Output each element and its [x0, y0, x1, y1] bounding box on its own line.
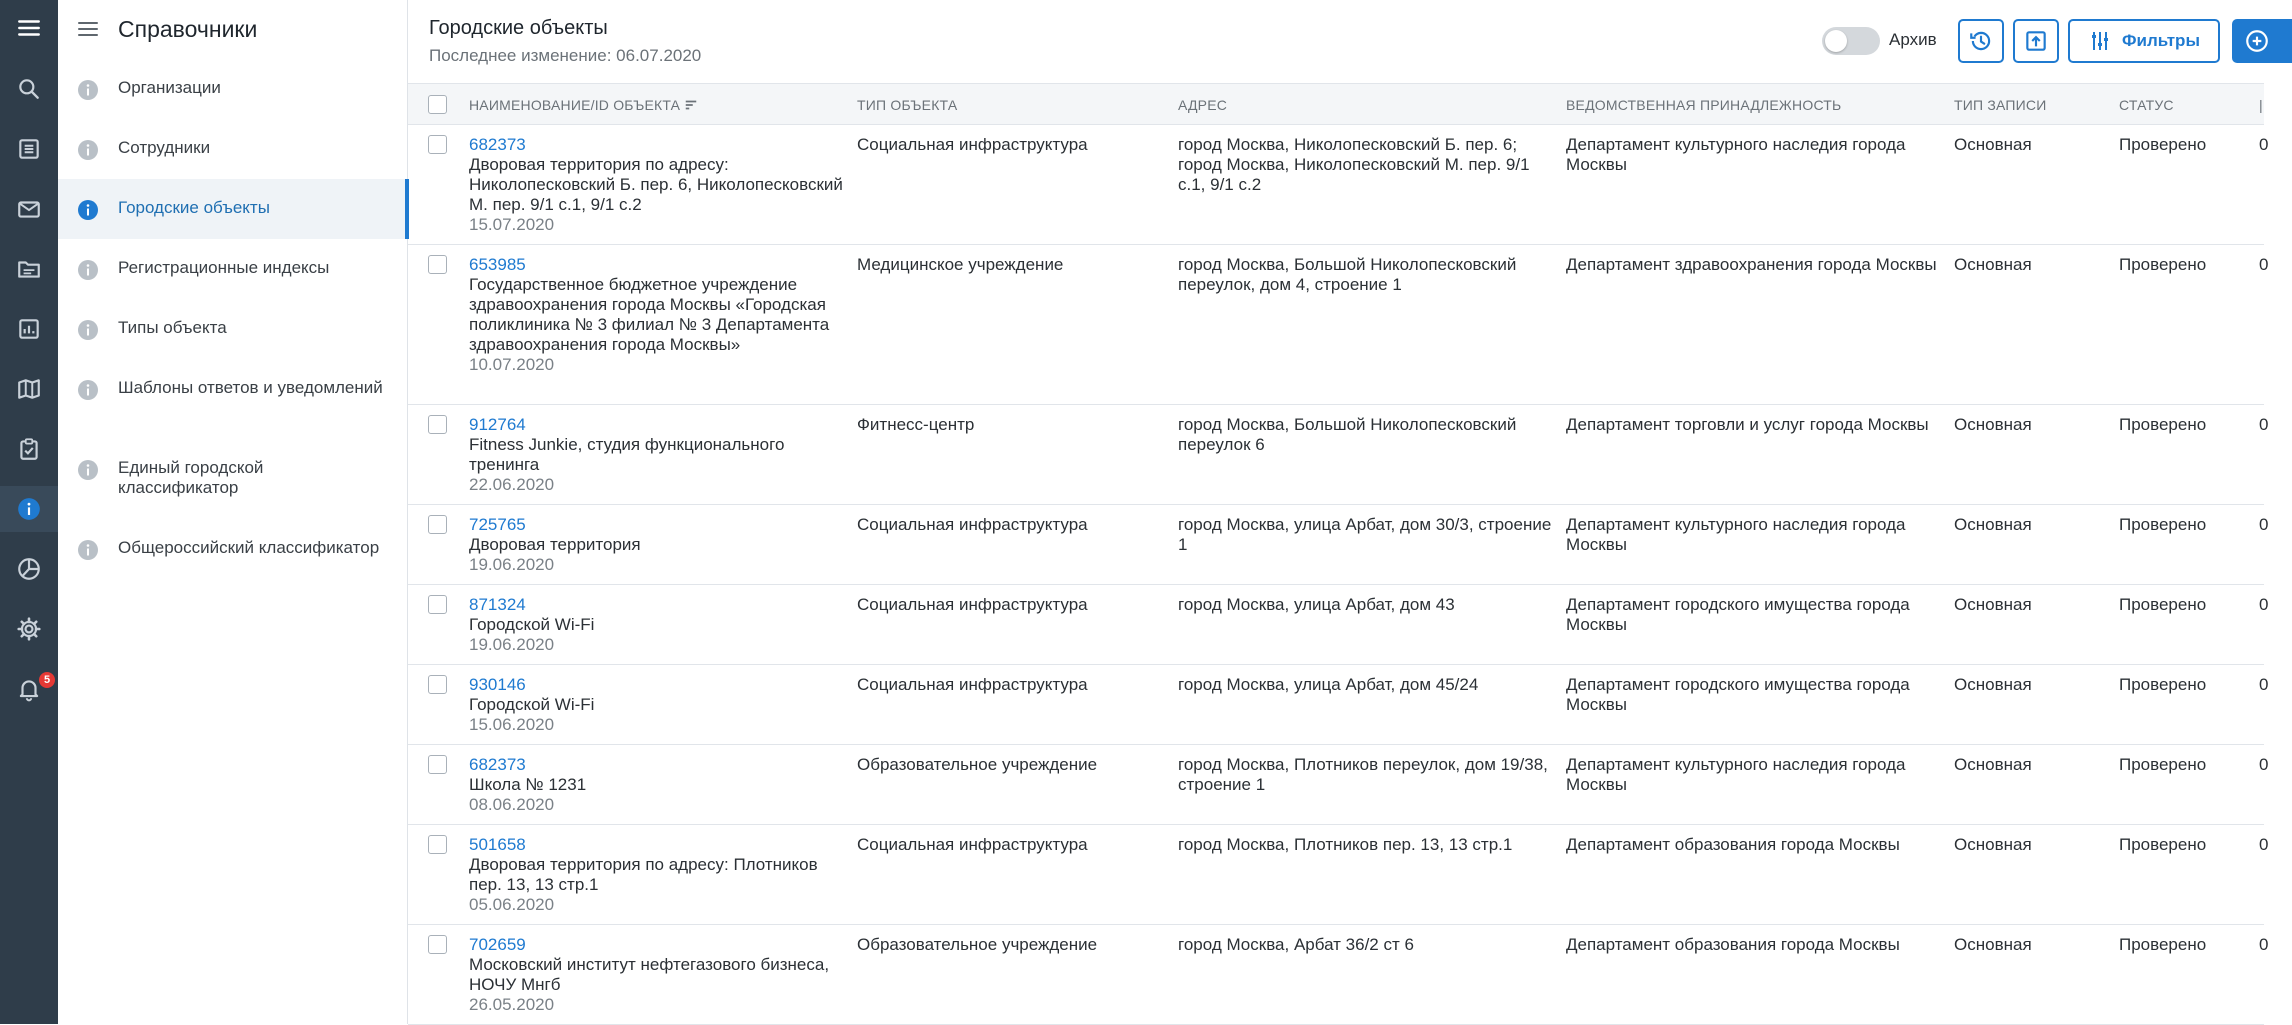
object-department: Департамент городского имущества города Москвы	[1566, 675, 1910, 714]
page-title: Городские объекты	[429, 17, 608, 39]
filters-label: Фильтры	[2122, 31, 2200, 50]
pie-icon[interactable]	[0, 546, 58, 592]
object-cell	[469, 675, 849, 735]
add-button[interactable]	[2232, 19, 2292, 63]
upload-icon	[2023, 28, 2049, 54]
object-address: город Москва, Большой Николопесковский переулок, дом 4, строение 1	[1178, 255, 1517, 294]
sidebar-item-label: Организации	[118, 78, 221, 97]
toggle-knob	[1825, 30, 1847, 52]
status: Проверено	[2119, 515, 2207, 534]
info-icon[interactable]	[0, 486, 58, 532]
row-checkbox[interactable]	[428, 415, 447, 434]
cut-column: 0	[2259, 835, 2269, 854]
sidebar-item-label: Регистрационные индексы	[118, 258, 330, 277]
object-title: Дворовая территория по адресу: Плотников пер. 13, 13 стр.1	[469, 855, 818, 894]
object-title: Городской Wi-Fi	[469, 615, 595, 634]
row-checkbox[interactable]	[428, 755, 447, 774]
last-modified: Последнее изменение: 06.07.2020	[429, 46, 702, 65]
sidebar-item-label: Общероссийский классификатор	[118, 538, 380, 557]
info-circle-icon	[76, 258, 100, 282]
column-cut: |	[2259, 97, 2263, 113]
row-checkbox[interactable]	[428, 255, 447, 274]
object-address: город Москва, улица Арбат, дом 45/24	[1178, 675, 1479, 694]
row-checkbox[interactable]	[428, 595, 447, 614]
cut-column: 0	[2259, 755, 2269, 774]
status: Проверено	[2119, 675, 2207, 694]
info-circle-icon	[76, 378, 100, 402]
icon-rail	[0, 0, 58, 1024]
history-button[interactable]	[1958, 19, 2004, 63]
table-body	[408, 125, 2269, 1025]
sidebar-item-label: Сотрудники	[118, 138, 211, 157]
list-icon[interactable]	[0, 126, 58, 172]
info-circle-icon	[76, 538, 100, 562]
row-checkbox[interactable]	[428, 675, 447, 694]
page-header	[408, 0, 2264, 83]
object-title: Fitness Junkie, студия функционального тренинга	[469, 435, 785, 474]
objects-table	[408, 83, 2269, 1024]
info-circle-icon	[76, 78, 100, 102]
record-type: Основная	[1954, 835, 2032, 854]
object-cell	[469, 515, 849, 575]
object-id-link[interactable]: 682373	[469, 755, 526, 774]
table-row[interactable]	[408, 585, 2269, 665]
sidebar-item-city-classifier[interactable]	[58, 458, 408, 502]
object-cell	[469, 835, 849, 915]
object-id-link[interactable]: 725765	[469, 515, 526, 534]
object-cell	[469, 135, 849, 235]
object-date: 15.07.2020	[469, 215, 555, 234]
object-type: Социальная инфраструктура	[857, 675, 1088, 694]
row-checkbox[interactable]	[428, 515, 447, 534]
object-address: город Москва, улица Арбат, дом 30/3, строение 1	[1178, 515, 1552, 554]
table-row[interactable]	[408, 745, 2269, 825]
status: Проверено	[2119, 835, 2207, 854]
object-department: Департамент культурного наследия города Москвы	[1566, 515, 1906, 554]
sliders-icon	[2088, 29, 2112, 53]
record-type: Основная	[1954, 255, 2032, 274]
menu-icon[interactable]	[0, 5, 58, 51]
sidebar-header	[58, 0, 408, 58]
object-type: Образовательное учреждение	[857, 755, 1098, 774]
map-icon[interactable]	[0, 366, 58, 412]
table-header	[408, 83, 2264, 125]
object-type: Социальная инфраструктура	[857, 135, 1088, 154]
object-title: Городской Wi-Fi	[469, 695, 595, 714]
object-address: город Москва, Плотников переулок, дом 19/38, строение 1	[1178, 755, 1548, 794]
object-department: Департамент торговли и услуг города Москвы	[1566, 415, 1929, 434]
filters-button[interactable]	[2068, 19, 2220, 63]
sidebar-item-response-templates[interactable]	[58, 378, 408, 422]
object-title: Государственное бюджетное учреждение здравоохранения города Москвы «Городская поликлиника № 3 филиал № 3 Департамента здравоохранения города Москвы»	[469, 275, 830, 354]
sidebar-item-label: Единый городской классификатор	[118, 458, 264, 497]
record-type: Основная	[1954, 515, 2032, 534]
table-row[interactable]	[408, 925, 2269, 1025]
select-all-checkbox[interactable]	[428, 95, 447, 114]
sidebar-item-employees[interactable]	[58, 138, 408, 162]
sidebar-item-label: Типы объекта	[118, 318, 227, 337]
column-record-type[interactable]: ТИП ЗАПИСИ	[1954, 97, 2047, 113]
object-type: Социальная инфраструктура	[857, 515, 1088, 534]
object-id-link[interactable]: 501658	[469, 835, 526, 854]
cut-column: 0	[2259, 675, 2269, 694]
record-type: Основная	[1954, 675, 2032, 694]
table-row[interactable]	[408, 245, 2269, 405]
table-row[interactable]	[408, 665, 2269, 745]
cut-column: 0	[2259, 255, 2269, 274]
row-checkbox[interactable]	[428, 135, 447, 154]
object-cell	[469, 415, 849, 495]
sidebar-item-organizations[interactable]	[58, 78, 408, 102]
status: Проверено	[2119, 135, 2207, 154]
bell-icon[interactable]	[0, 666, 58, 712]
object-date: 10.07.2020	[469, 355, 555, 374]
object-type: Образовательное учреждение	[857, 935, 1098, 954]
object-department: Департамент культурного наследия города Москвы	[1566, 755, 1906, 794]
mail-icon[interactable]	[0, 186, 58, 232]
sidebar-title: Справочники	[118, 15, 258, 42]
info-circle-icon	[76, 198, 100, 222]
object-address: город Москва, Большой Николопесковский переулок 6	[1178, 415, 1517, 454]
status: Проверено	[2119, 255, 2207, 274]
sidebar-item-national-classifier[interactable]	[58, 538, 408, 582]
object-id-link[interactable]: 930146	[469, 675, 526, 694]
archive-label: Архив	[1889, 30, 1937, 49]
search-icon[interactable]	[0, 66, 58, 112]
column-address[interactable]: АДРЕС	[1178, 97, 1228, 113]
object-date: 08.06.2020	[469, 795, 555, 814]
plus-circle-icon	[2244, 28, 2270, 54]
object-date: 19.06.2020	[469, 555, 555, 574]
folder-icon[interactable]	[0, 246, 58, 292]
cut-column: 0	[2259, 595, 2269, 614]
info-circle-icon	[76, 458, 100, 482]
object-date: 05.06.2020	[469, 895, 555, 914]
object-title: Дворовая территория	[469, 535, 641, 554]
export-button[interactable]	[2013, 19, 2059, 63]
object-id-link[interactable]: 702659	[469, 935, 526, 954]
column-status[interactable]: СТАТУС	[2119, 97, 2174, 113]
object-title: Школа № 1231	[469, 775, 587, 794]
table-row[interactable]	[408, 125, 2269, 245]
table-row[interactable]	[408, 505, 2269, 585]
sidebar-item-label: Городские объекты	[118, 198, 270, 217]
sidebar	[58, 0, 408, 1024]
info-circle-icon	[76, 318, 100, 342]
object-type: Медицинское учреждение	[857, 255, 1064, 274]
hamburger-icon[interactable]	[58, 0, 118, 58]
tasks-icon[interactable]	[0, 426, 58, 472]
column-type[interactable]: ТИП ОБЪЕКТА	[857, 97, 958, 113]
object-title: Московский институт нефтегазового бизнеса, НОЧУ Мнгб	[469, 955, 830, 994]
record-type: Основная	[1954, 755, 2032, 774]
gear-icon[interactable]	[0, 606, 58, 652]
object-cell	[469, 255, 849, 375]
object-department: Департамент образования города Москвы	[1566, 835, 1900, 854]
object-id-link[interactable]: 653985	[469, 255, 526, 274]
status: Проверено	[2119, 935, 2207, 954]
column-name[interactable]: НАИМЕНОВАНИЕ/ID ОБЪЕКТА	[469, 84, 698, 126]
object-address: город Москва, Арбат 36/2 ст 6	[1178, 935, 1414, 954]
object-address: город Москва, Плотников пер. 13, 13 стр.1	[1178, 835, 1513, 854]
archive-toggle[interactable]	[1822, 27, 1880, 55]
object-cell	[469, 595, 849, 655]
row-checkbox[interactable]	[428, 835, 447, 854]
object-date: 19.06.2020	[469, 635, 555, 654]
sidebar-item-label: Шаблоны ответов и уведомлений	[118, 378, 383, 397]
table-row[interactable]	[408, 825, 2269, 925]
object-id-link[interactable]: 871324	[469, 595, 526, 614]
cut-column: 0	[2259, 415, 2269, 434]
object-type: Фитнесс-центр	[857, 415, 975, 434]
object-type: Социальная инфраструктура	[857, 595, 1088, 614]
cut-column: 0	[2259, 515, 2269, 534]
status: Проверено	[2119, 595, 2207, 614]
row-checkbox[interactable]	[428, 935, 447, 954]
cut-column: 0	[2259, 935, 2269, 954]
cut-column: 0	[2259, 135, 2269, 154]
object-department: Департамент городского имущества города Москвы	[1566, 595, 1910, 634]
info-circle-icon	[76, 138, 100, 162]
sidebar-item-registration-indexes[interactable]	[58, 258, 408, 282]
object-type: Социальная инфраструктура	[857, 835, 1088, 854]
status: Проверено	[2119, 415, 2207, 434]
sidebar-item-object-types[interactable]	[58, 318, 408, 342]
object-date: 26.05.2020	[469, 995, 555, 1014]
object-date: 22.06.2020	[469, 475, 555, 494]
object-title: Дворовая территория по адресу: Николопесковский Б. пер. 6, Николопесковский М. пер. 9/1 с.1, 9/1 с.2	[469, 155, 843, 214]
object-cell	[469, 935, 849, 1015]
record-type: Основная	[1954, 135, 2032, 154]
column-department[interactable]: ВЕДОМСТВЕННАЯ ПРИНАДЛЕЖНОСТЬ	[1566, 97, 1842, 113]
history-icon	[1968, 28, 1994, 54]
notification-badge: 5	[39, 672, 55, 688]
object-department: Департамент образования города Москвы	[1566, 935, 1900, 954]
record-type: Основная	[1954, 935, 2032, 954]
record-type: Основная	[1954, 595, 2032, 614]
object-id-link[interactable]: 682373	[469, 135, 526, 154]
object-cell	[469, 755, 849, 815]
record-type: Основная	[1954, 415, 2032, 434]
object-address: город Москва, Николопесковский Б. пер. 6; город Москва, Николопесковский М. пер. 9/1 с.1, 9/1 с.2	[1178, 135, 1530, 194]
object-department: Департамент культурного наследия города Москвы	[1566, 135, 1906, 174]
object-department: Департамент здравоохранения города Москвы	[1566, 255, 1937, 274]
object-address: город Москва, улица Арбат, дом 43	[1178, 595, 1455, 614]
object-id-link[interactable]: 912764	[469, 415, 526, 434]
sidebar-item-city-objects[interactable]	[58, 179, 408, 239]
status: Проверено	[2119, 755, 2207, 774]
sort-icon	[684, 98, 698, 112]
object-date: 15.06.2020	[469, 715, 555, 734]
table-row[interactable]	[408, 405, 2269, 505]
chart-icon[interactable]	[0, 306, 58, 352]
